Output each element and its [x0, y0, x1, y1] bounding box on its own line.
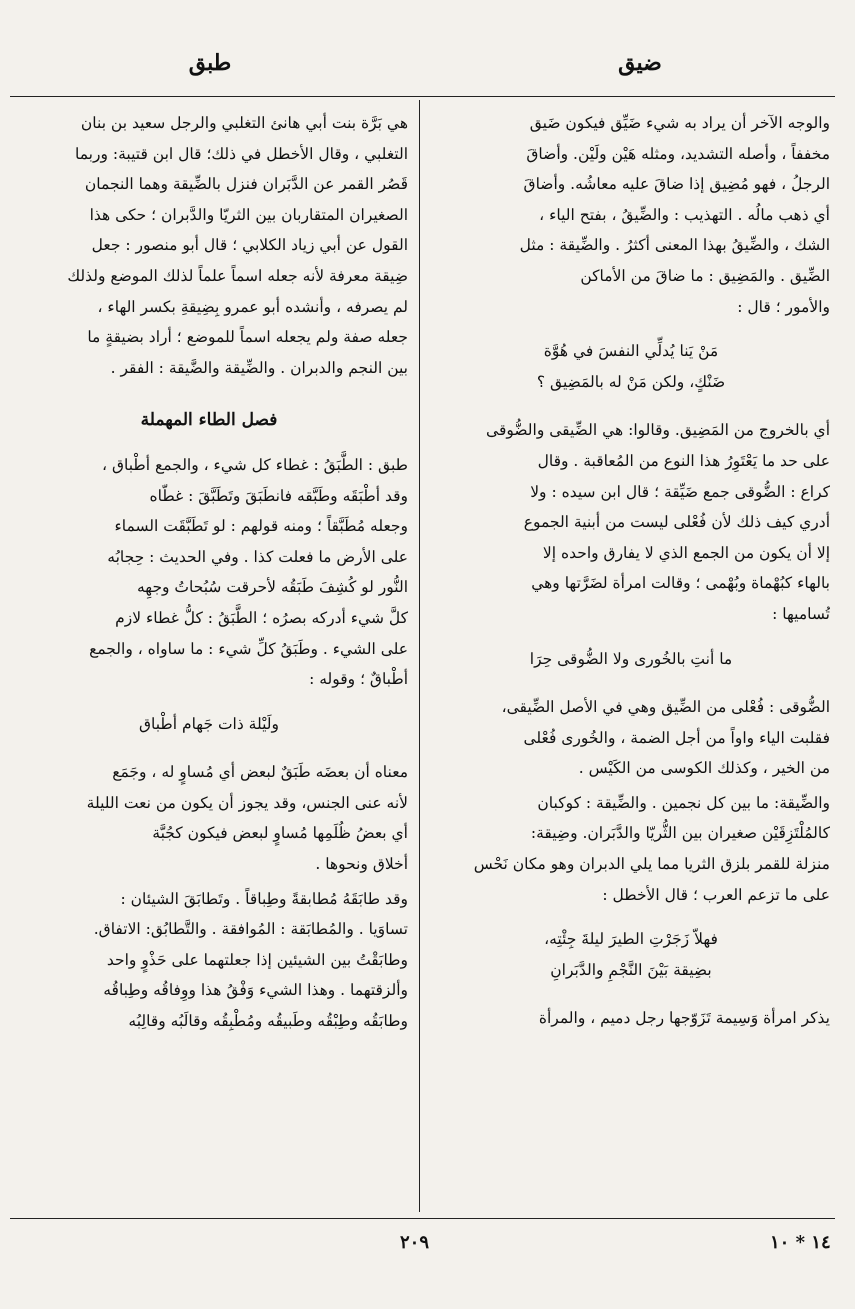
verse: مَنْ يَنا يُدلِّي النفسَ في هُوَّة ضَنْكٍ، ولكن مَنْ له بالمَضِيق ؟: [536, 342, 726, 391]
signature-mark: ١٤ * ١٠: [770, 1232, 831, 1253]
paragraph: أي بالخروج من المَضِيق. وقالوا: هي الضِّيقى والضُّوقى على حد ما يَعْتَوِرُ هذا النوع من المُعاقبة . وقال كراع : الضُّوقى جمع ضَيِّقة ؛ قال ابن سيده : ولا أدري كيف ذلك لأن فُعْلى ليست من أبنية الجموع إلا أن يكون من الجمع الذي لا يفارق واحده إلا بالهاء كبُهْماة وبُهْمى ؛ وقالت امرأة لضَرَّتها وهي تُساميها :: [486, 421, 830, 623]
paragraph: طبق : الطَّبَقُ : غطاء كل شيء ، والجمع أطْباق ، وقد أطْبَقَه وطَبَّقه فانطَبَقَ وتَطَبَّقَ : غطّاه وجعله مُطَبَّقاً ؛ ومنه قولهم : لو تَطَبَّقَت السماء على الأرض ما فعلت كذا . وفي الحديث : حِجابُه النُّور لو كُشِفَ طَبَقُه لأحرقت سُبُحاتُ وجهِه كلَّ شيء أدركه بصرُه ؛ الطَّبَقُ : كلُّ غطاء لازم على الشيء . وطَبَقُ كلِّ شيء : ما ساواه ، والجمع أطْباقٌ ؛ وقوله :: [89, 455, 408, 689]
paragraph: هي بَرَّة بنت أبي هانئ التغلبي والرجل سعيد بن بنان التغلبي ، وقال الأخطل في ذلك؛ قال ابن قتيبة: وربما قَصُر القمر عن الدَّبَران فنزل بالضِّيقة وهما النجمان الصغيران المتقاربان بين الثريّا والدَّبران ؛ حكى هذا القول عن أبي زياد الكلابي ؛ قال أبو منصور : جعل ضِيقة معرفة لأنه جعله اسماً علماً لذلك الموضع ولذلك لم يصرفه ، وأنشده أبو عمرو بِضِيقةِ بكسر الهاء ، جعله صفة ولم يجعله اسماً للموضع ؛ أراد بضيقةٍ ما بين النجم والدبران . والضِّيقة والضَّيقة : الفقر .: [67, 114, 408, 377]
bottom-rule: [10, 1218, 835, 1219]
header-right-headword: ضيق: [618, 50, 662, 76]
left-column: [10, 108, 408, 1208]
header-left-headword: طبق: [188, 50, 232, 76]
right-column: [432, 108, 830, 1208]
section-title: فصل الطاء المهملة: [140, 410, 278, 431]
page-number: ٢٠٩: [400, 1232, 430, 1253]
column-divider: [419, 100, 420, 1212]
paragraph: والوجه الآخر أن يراد به شيء ضَيِّق فيكون ضَيق مخففاً ، وأصله التشديد، ومثله هَيْن ولَيْن. وأضاقَ الرجلُ ، فهو مُضِيق إذا ضاقَ عليه معاشُه. وأضاقَ أي ذهب مالُه . التهذيب : والضِّيقُ ، بفتح الياء ، الشك ، والضِّيقُ بهذا المعنى أكثرُ . والضِّيقة : مثل الضِّيق . والمَضِيق : ما ضاقَ من الأماكن والأمور ؛ قال :: [519, 114, 830, 316]
paragraph: معناه أن بعضَه طَبَقٌ لبعض أي مُساوٍ له ، وجَمَع لأنه عنى الجنس، وقد يجوز أن يكون من نعت الليلة أي بعضُ ظُلَمِها مُساوٍ لبعض فيكون كجُبَّة أخلاق ونحوها .: [86, 763, 408, 874]
paragraph: وقد طابَقَهُ مُطابقةً وطِباقاً . وتَطابَقَ الشيئان : تساوَيا . والمُطابَقة : المُوافقة . والتَّطابُق: الاتفاق. وطابَقْتُ بين الشيئين إذا جعلتهما على حَذْوٍ واحد وألزقتهما . وهذا الشيء وَفْقُ هذا ووِفاقُه وطِباقُه وطابَقُه وطِبْقُه وطَبيقُه ومُطْبِقُه وقالَبُه وقالِبُه: [93, 889, 408, 1031]
top-rule: [10, 96, 835, 97]
paragraph: والضِّيقة: ما بين كل نجمين . والضِّيقة : كوكبان كالمُلْتَزِقَيْن صغيران بين الثُّريّا والدَّبَران. وضِيقة: منزلة للقمر بلزق الثريا مما يلي الدبران وهو مكان نَحْس على ما تزعم العرب ؛ قال الأخطل :: [473, 793, 830, 904]
paragraph: الضُّوقى : فُعْلى من الضِّيق وهي في الأصل الضِّيقى، فقلبت الياء واواً من أجل الضمة ، والخُورى فُعْلى من الخير ، وكذلك الكوسى من الكَيْس .: [501, 698, 830, 778]
paragraph: يذكر امرأة وَسِيمة تَزَوّجها رجل دميم ، والمرأة: [538, 1009, 830, 1028]
verse: ولَيْلة ذات جَهام أطْباق: [138, 714, 280, 733]
verse: فهلاّ زَجَرْتِ الطيرَ ليلةَ جِئْتِه، بضِيقة بَيْنَ النَّجْمِ والدَّبَرانِ: [544, 930, 718, 979]
verse: ما أنتِ بالخُورى ولا الضُّوقى حِرَا: [529, 649, 733, 668]
